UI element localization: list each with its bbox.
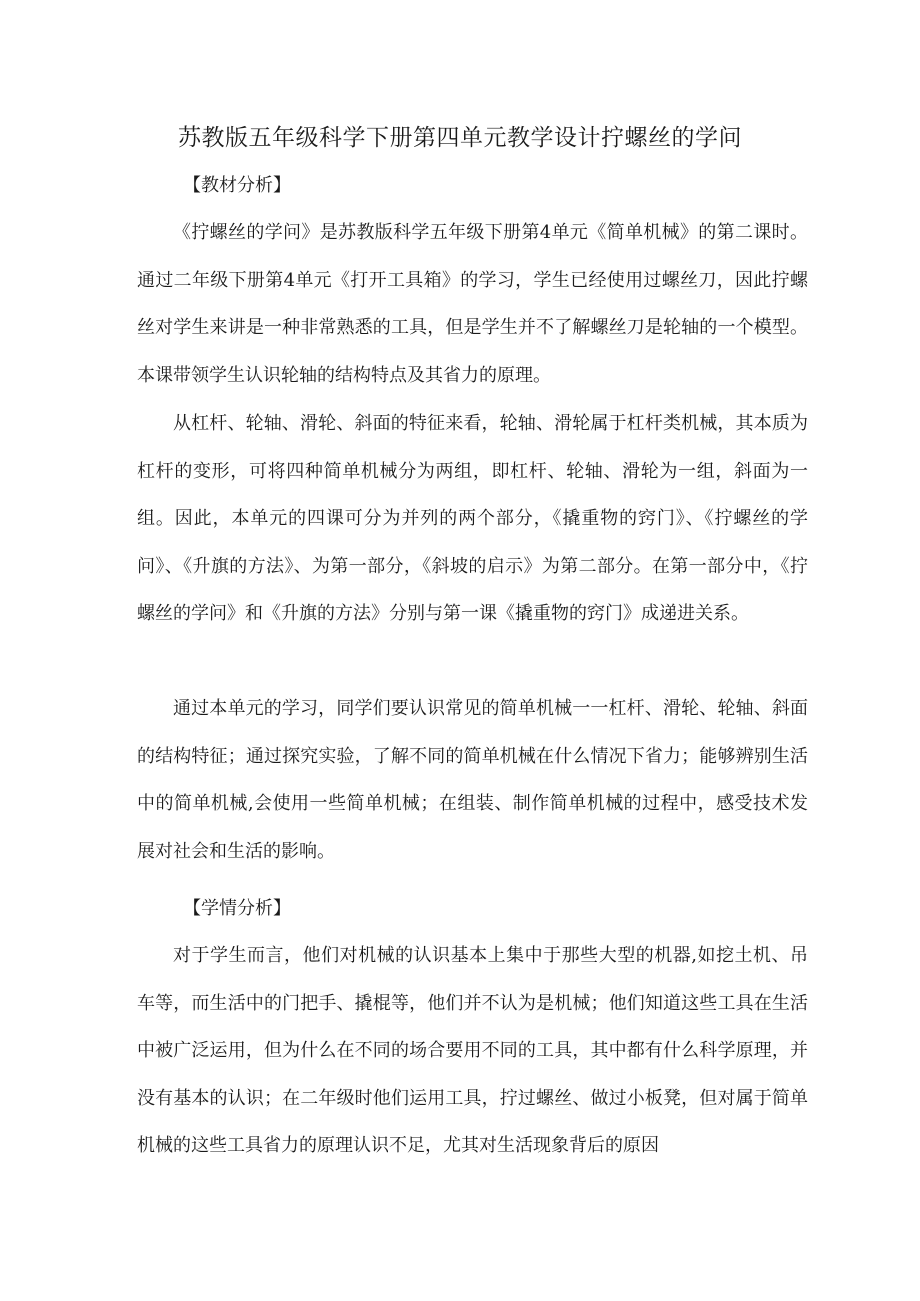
section-heading-textbook-analysis: 【教材分析】	[183, 175, 291, 196]
paragraph: 从杠杆、轮轴、滑轮、斜面的特征来看，轮轴、滑轮属于杠杆类机械，其本质为杠杆的变形，可将四种简单机械分为两组，即杠杆、轮轴、滑轮为一组，斜面为一组。因此，本单元的四课可分为并列的两个部分，《撬重物的窍门》、《拧螺丝的学问》、《升旗的方法》、为第一部分，《斜坡的启示》为第二部分。在第一部分中，《拧螺丝的学问》和《升旗的方法》分别与第一课《撬重物的窍门》成递进关系。	[137, 413, 808, 625]
paragraph: 通过本单元的学习，同学们要认识常见的简单机械一一杠杆、滑轮、轮轴、斜面的结构特征；通过探究实验，了解不同的简单机械在什么情况下省力；能够辨别生活中的简单机械,会使用一些简单机械；在组装、制作简单机械的过程中，感受技术发展对社会和生活的影响。	[137, 698, 808, 862]
document-title: 苏教版五年级科学下册第四单元教学设计拧螺丝的学问	[178, 125, 742, 151]
paragraph: 《拧螺丝的学问》是苏教版科学五年级下册第4单元《简单机械》的第二课时。通过二年级下册第4单元《打开工具箱》的学习，学生已经使用过螺丝刀，因此拧螺丝对学生来讲是一种非常熟悉的工具，但是学生并不了解螺丝刀是轮轴的一个模型。本课带领学生认识轮轴的结构特点及其省力的原理。	[137, 222, 808, 386]
paragraph: 对于学生而言，他们对机械的认识基本上集中于那些大型的机器,如挖土机、吊车等，而生活中的门把手、撬棍等，他们并不认为是机械；他们知道这些工具在生活中被广泛运用，但为什么在不同的场合要用不同的工具，其中都有什么科学原理，并没有基本的认识；在二年级时他们运用工具，拧过螺丝、做过小板凳，但对属于简单机械的这些工具省力的原理认识不足，尤其对生活现象背后的原因	[137, 945, 808, 1157]
section-heading-student-analysis: 【学情分析】	[183, 898, 291, 919]
